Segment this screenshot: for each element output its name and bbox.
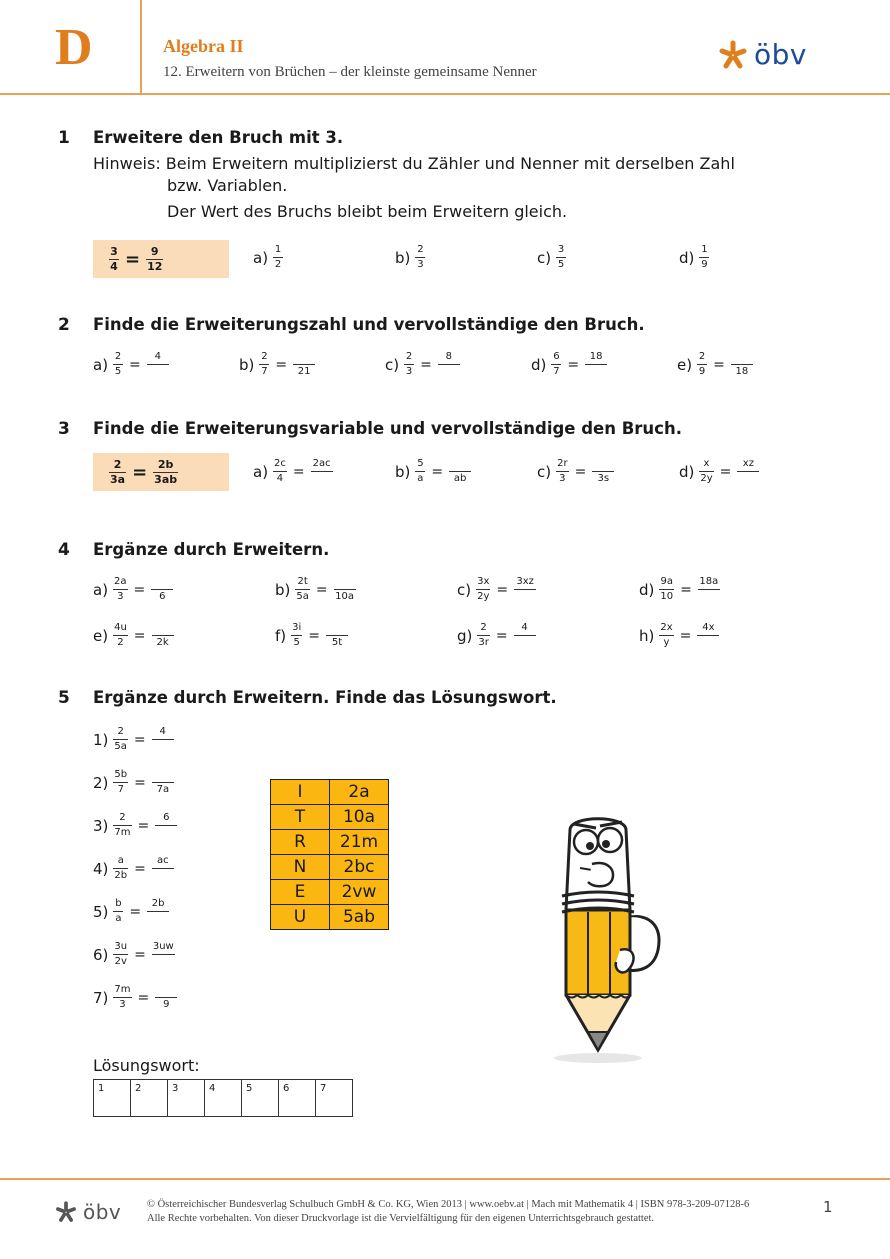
fraction-to-complete <box>151 576 173 603</box>
exercise-item: b) $\frac{5}{a}$ = ab <box>395 458 473 485</box>
section-letter: D <box>55 19 93 76</box>
fraction <box>556 244 566 271</box>
loesungswort-grid[interactable] <box>93 1079 353 1117</box>
exercise-item: e) $\frac{4u}{2}$ = 2k <box>93 622 176 649</box>
numerator: 7m <box>114 984 131 995</box>
numerator: 2r <box>557 458 568 469</box>
fraction <box>113 351 123 378</box>
denominator: 18 <box>735 366 749 377</box>
numerator <box>158 622 168 634</box>
loesungswort-label: Lösungswort: <box>93 1056 200 1075</box>
fraction-to-complete <box>592 458 614 485</box>
fraction <box>291 622 302 649</box>
exercise-item <box>679 244 711 271</box>
fraction <box>109 459 126 486</box>
numerator: 2 <box>698 351 706 362</box>
exercise-number: 2 <box>58 315 70 335</box>
numerator: 2 <box>113 457 122 471</box>
numerator: 4 <box>159 726 166 737</box>
header-divider-vertical <box>140 0 142 94</box>
denominator: 3ab <box>154 472 178 486</box>
exercise-item: b) $\frac{2}{7}$ = 21 <box>239 351 317 378</box>
numerator: 9 <box>150 244 159 258</box>
denominator: 2b <box>114 870 128 881</box>
denominator <box>520 637 530 649</box>
denominator: 12 <box>147 259 163 273</box>
exercise-item: d) $\frac{9a}{10}$ = 18a <box>639 576 719 602</box>
exercise-item: 3) $\frac{2}{7m}$ = 6 <box>93 812 179 839</box>
item-label: b) <box>395 462 411 481</box>
numerator <box>157 576 167 588</box>
exercise-item: e) $\frac{2}{9}$ = 18 <box>677 351 755 378</box>
numerator: 4 <box>521 622 528 633</box>
footer-logo <box>55 1200 121 1224</box>
exercise-item <box>395 244 427 271</box>
fraction <box>477 622 489 649</box>
exercise-item: 4) $\frac{a}{2b}$ = ac <box>93 855 176 882</box>
denominator: 10 <box>660 591 674 602</box>
exercise-item: c) $\frac{2}{3}$ = 8 <box>385 351 462 378</box>
fraction <box>113 812 131 839</box>
denominator: 5a <box>114 741 127 752</box>
exercise-number: 4 <box>58 540 70 560</box>
exercise-task: Ergänze durch Erweitern. <box>93 540 330 559</box>
fraction <box>273 244 283 271</box>
fraction-to-complete <box>152 855 174 882</box>
denominator: y <box>663 637 670 648</box>
fraction-to-complete <box>147 898 169 925</box>
numerator: 5 <box>417 458 424 469</box>
code-value: 10a <box>330 805 389 830</box>
fraction <box>113 941 128 968</box>
numerator <box>737 351 747 363</box>
fraction-to-complete <box>514 622 536 649</box>
numerator: 1 <box>274 244 282 255</box>
numerator: 4u <box>114 622 127 633</box>
fraction <box>415 244 425 271</box>
fraction <box>699 244 709 271</box>
rights-line: Alle Rechte vorbehalten. Von dieser Druckvorlage ist die Vervielfältigung für den eigenen Unterrichtsgebrauch gestattet. <box>147 1213 655 1224</box>
denominator <box>591 366 601 378</box>
item-label: b) <box>275 580 291 599</box>
numerator: 18 <box>589 351 603 362</box>
exercise-item: b) $\frac{2t}{5a}$ = 10a <box>275 576 355 602</box>
fraction <box>415 458 425 485</box>
table-row <box>271 855 389 880</box>
exercise-item: c) $\frac{3x}{2y}$ = 3xz <box>457 576 538 603</box>
fraction <box>476 576 490 603</box>
fraction <box>113 576 128 603</box>
item-label: d) <box>679 462 695 481</box>
numerator: 2 <box>117 726 124 737</box>
fraction <box>259 351 269 378</box>
exercise-item: 2) $\frac{5b}{7}$ = 7a <box>93 769 176 796</box>
exercise-item: 5) $\frac{b}{a}$ = 2b <box>93 898 171 925</box>
numerator: 6 <box>553 351 560 362</box>
answer-cell[interactable]: 4 <box>205 1080 242 1117</box>
code-value: 2a <box>330 780 389 805</box>
denominator: 3s <box>597 473 610 484</box>
fraction <box>113 769 128 796</box>
item-label: d) <box>679 248 695 267</box>
fraction <box>295 576 310 603</box>
exercise-item: 1) $\frac{2}{5a}$ = 4 <box>93 726 176 753</box>
logo-text: öbv <box>754 38 807 71</box>
exercise-task: Erweitere den Bruch mit 3. <box>93 128 344 147</box>
answer-cell[interactable]: 5 <box>242 1080 279 1117</box>
example-box <box>93 453 229 491</box>
exercise-task: Ergänze durch Erweitern. Finde das Lösungswort. <box>93 688 557 707</box>
exercise-item: a) $\frac{2c}{4}$ = 2ac <box>253 458 331 484</box>
denominator <box>317 473 327 485</box>
denominator <box>704 591 714 603</box>
fraction-to-complete <box>152 726 174 753</box>
answer-cell[interactable]: 3 <box>168 1080 205 1117</box>
code-letter: I <box>271 780 330 805</box>
denominator: 3 <box>405 366 413 377</box>
fraction-to-complete <box>698 576 720 603</box>
numerator <box>161 984 171 996</box>
exercise-item: d) $\frac{6}{7}$ = 18 <box>531 351 609 378</box>
fraction <box>113 855 128 882</box>
denominator: 2 <box>274 259 282 270</box>
numerator: 2x <box>660 622 673 633</box>
numerator: 3uw <box>152 941 174 952</box>
code-letter: N <box>271 855 330 880</box>
fraction <box>556 458 568 485</box>
chapter-title: Algebra II <box>163 36 244 56</box>
fraction <box>146 246 163 273</box>
table-row <box>94 1080 353 1117</box>
numerator: 4x <box>702 622 715 633</box>
equals-sign: = <box>125 248 141 270</box>
exercise-number: 1 <box>58 128 70 148</box>
exercise-number: 3 <box>58 419 70 439</box>
letter-code-table <box>270 779 389 930</box>
denominator: 9 <box>698 366 706 377</box>
item-label: a) <box>93 580 109 599</box>
numerator: 2t <box>297 576 308 587</box>
denominator <box>161 827 171 839</box>
denominator: 9 <box>701 259 708 270</box>
answer-cell[interactable]: 6 <box>279 1080 316 1117</box>
numerator: 2ac <box>312 458 331 469</box>
answer-cell[interactable]: 1 <box>94 1080 131 1117</box>
denominator <box>153 366 163 378</box>
code-value: 5ab <box>330 905 389 930</box>
denominator: 2 <box>117 637 124 648</box>
fraction <box>699 458 713 485</box>
item-label: 2) <box>93 773 109 792</box>
code-value: 21m <box>330 830 389 855</box>
exercise-item: c) $\frac{2r}{3}$ = 3s <box>537 458 616 485</box>
table-row <box>271 780 389 805</box>
numerator: 3x <box>477 576 490 587</box>
item-label: c) <box>457 580 472 599</box>
item-label: e) <box>677 355 693 374</box>
asterisk-logo-icon <box>718 40 748 70</box>
denominator: 3 <box>559 473 566 484</box>
denominator: 2k <box>156 637 169 648</box>
item-label: 7) <box>93 988 109 1007</box>
denominator: 5 <box>293 637 300 648</box>
denominator: 5 <box>114 366 122 377</box>
item-label: f) <box>275 626 287 645</box>
denominator: 3r <box>478 637 489 648</box>
numerator: 2 <box>405 351 413 362</box>
item-label: 3) <box>93 816 109 835</box>
item-label: h) <box>639 626 655 645</box>
numerator: 2 <box>480 622 487 633</box>
fraction-to-complete <box>514 576 536 603</box>
example-box <box>93 240 229 278</box>
denominator: 5 <box>557 259 565 270</box>
item-label: a) <box>93 355 109 374</box>
fraction-to-complete <box>155 812 177 839</box>
item-label: 5) <box>93 902 109 921</box>
denominator: 5t <box>331 637 343 648</box>
numerator: 9a <box>660 576 673 587</box>
code-letter: U <box>271 905 330 930</box>
fraction <box>113 726 128 753</box>
denominator: ab <box>453 473 467 484</box>
fraction <box>109 246 119 273</box>
table-row <box>271 880 389 905</box>
fraction-to-complete <box>449 458 471 485</box>
page-number: 1 <box>823 1198 833 1216</box>
denominator: 3 <box>119 999 126 1010</box>
numerator: 2 <box>417 244 424 255</box>
hint-line: Der Wert des Bruchs bleibt beim Erweitern gleich. <box>167 202 568 221</box>
table-row <box>271 830 389 855</box>
numerator: 2b <box>151 898 165 909</box>
denominator: 7 <box>553 366 560 377</box>
fraction <box>113 622 128 649</box>
denominator: 3a <box>110 472 126 486</box>
denominator: 7m <box>114 827 131 838</box>
numerator: 2 <box>119 812 126 823</box>
asterisk-logo-icon <box>55 1201 77 1223</box>
code-letter: R <box>271 830 330 855</box>
item-label: a) <box>253 462 269 481</box>
numerator: 5b <box>114 769 128 780</box>
fraction-to-complete <box>438 351 460 378</box>
fraction-to-complete <box>155 984 177 1011</box>
numerator: b <box>115 898 122 909</box>
fraction <box>113 898 123 925</box>
numerator <box>598 458 608 470</box>
exercise-task: Finde die Erweiterungszahl und vervollständige den Bruch. <box>93 315 645 334</box>
code-letter: E <box>271 880 330 905</box>
table-row <box>271 905 389 930</box>
fraction <box>659 622 673 649</box>
fraction-to-complete <box>731 351 753 378</box>
denominator: a <box>115 913 122 924</box>
denominator: a <box>417 473 424 484</box>
denominator: 3 <box>417 259 424 270</box>
item-label: a) <box>253 248 269 267</box>
exercise-item <box>537 244 568 271</box>
denominator: 4 <box>110 259 118 273</box>
item-label: 1) <box>93 730 109 749</box>
fraction-to-complete <box>147 351 169 378</box>
denominator: 7 <box>117 784 124 795</box>
fraction-to-complete <box>152 622 174 649</box>
fraction <box>551 351 561 378</box>
fraction <box>113 984 131 1011</box>
fraction-to-complete <box>311 458 333 485</box>
numerator <box>158 769 168 781</box>
denominator: 2y <box>700 473 713 484</box>
numerator: 3i <box>292 622 302 633</box>
denominator: 2y <box>477 591 490 602</box>
denominator: 3 <box>117 591 124 602</box>
fraction-to-complete <box>152 941 175 968</box>
fraction <box>697 351 707 378</box>
exercise-item: 7) $\frac{7m}{3}$ = 9 <box>93 984 179 1011</box>
fraction-to-complete <box>585 351 607 378</box>
fraction-to-complete <box>334 576 356 603</box>
copyright-line: © Österreichischer Bundesverlag Schulbuch GmbH & Co. KG, Wien 2013 | www.oebv.at | Mach mit Mathematik 4 | ISBN 978-3-209-07128-6 <box>147 1199 750 1210</box>
denominator: 6 <box>159 591 166 602</box>
fraction-to-complete <box>152 769 174 796</box>
item-label: b) <box>395 248 411 267</box>
exercise-item: d) $\frac{x}{2y}$ = xz <box>679 458 761 485</box>
answer-cell[interactable]: 2 <box>131 1080 168 1117</box>
numerator: 3xz <box>516 576 534 587</box>
numerator: 2a <box>114 576 127 587</box>
exercise-item: f) $\frac{3i}{5}$ = 5t <box>275 622 350 649</box>
item-label: c) <box>537 462 552 481</box>
exercise-item <box>253 244 285 271</box>
fraction <box>659 576 674 603</box>
item-label: c) <box>385 355 400 374</box>
numerator <box>455 458 465 470</box>
hint-line: bzw. Variablen. <box>167 176 288 195</box>
item-label: d) <box>639 580 655 599</box>
item-label: d) <box>531 355 547 374</box>
item-label: 6) <box>93 945 109 964</box>
denominator <box>158 956 168 968</box>
numerator: 18a <box>699 576 719 587</box>
fraction-to-complete <box>737 458 759 485</box>
numerator: 2b <box>157 457 174 471</box>
table-row <box>271 805 389 830</box>
denominator: 2v <box>114 956 127 967</box>
exercise-item: a) $\frac{2}{5}$ = 4 <box>93 351 171 378</box>
numerator: 2c <box>274 458 286 469</box>
footer-divider <box>0 1178 890 1180</box>
denominator: 21 <box>297 366 311 377</box>
exercise-item: g) $\frac{2}{3r}$ = 4 <box>457 622 538 649</box>
equals-sign: = <box>132 461 148 483</box>
numerator: 4 <box>154 351 161 362</box>
denominator <box>153 913 163 925</box>
numerator: 3 <box>557 244 565 255</box>
numerator: x <box>703 458 710 469</box>
hint-line: Hinweis: Beim Erweitern multiplizierst du Zähler und Nenner mit derselben Zahl <box>93 154 735 173</box>
denominator: 4 <box>276 473 284 484</box>
denominator: 9 <box>163 999 170 1010</box>
header-divider-horizontal <box>0 93 890 95</box>
fraction <box>153 459 178 486</box>
numerator: 3 <box>110 244 118 258</box>
denominator <box>520 591 530 603</box>
item-label: g) <box>457 626 473 645</box>
exercise-item: 6) $\frac{3u}{2v}$ = 3uw <box>93 941 174 967</box>
denominator <box>743 473 753 485</box>
exercise-number: 5 <box>58 688 70 708</box>
denominator <box>444 366 454 378</box>
exercise-item: a) $\frac{2a}{3}$ = 6 <box>93 576 175 603</box>
code-value: 2bc <box>330 855 389 880</box>
denominator <box>158 741 168 753</box>
answer-cell[interactable]: 7 <box>316 1080 353 1117</box>
numerator: 2 <box>261 351 268 362</box>
exercise-item: h) $\frac{2x}{y}$ = 4x <box>639 622 721 649</box>
fraction <box>273 458 287 485</box>
fraction <box>404 351 414 378</box>
pencil-mascot-icon <box>548 800 668 1065</box>
numerator <box>299 351 309 363</box>
denominator: 10a <box>335 591 355 602</box>
code-letter: T <box>271 805 330 830</box>
numerator: a <box>117 855 124 866</box>
publisher-logo <box>718 38 807 71</box>
fraction-to-complete <box>326 622 348 649</box>
numerator: 1 <box>701 244 708 255</box>
denominator: 5a <box>296 591 309 602</box>
numerator <box>332 622 342 634</box>
denominator: 7 <box>261 366 268 377</box>
item-label: b) <box>239 355 255 374</box>
footer-logo-text: öbv <box>83 1200 122 1224</box>
chapter-subtitle: 12. Erweitern von Brüchen – der kleinste gemeinsame Nenner <box>163 64 537 80</box>
item-label: e) <box>93 626 109 645</box>
numerator: 3u <box>114 941 128 952</box>
numerator: 2 <box>114 351 122 362</box>
numerator: 6 <box>163 812 170 823</box>
exercise-task: Finde die Erweiterungsvariable und vervollständige den Bruch. <box>93 419 682 438</box>
numerator <box>340 576 350 588</box>
denominator <box>158 870 168 882</box>
denominator: 7a <box>156 784 170 795</box>
item-label: 4) <box>93 859 109 878</box>
numerator: xz <box>742 458 754 469</box>
fraction-to-complete <box>697 622 719 649</box>
fraction-to-complete <box>293 351 315 378</box>
denominator <box>703 637 713 649</box>
numerator: ac <box>157 855 169 866</box>
numerator: 8 <box>445 351 453 362</box>
item-label: c) <box>537 248 552 267</box>
code-value: 2vw <box>330 880 389 905</box>
